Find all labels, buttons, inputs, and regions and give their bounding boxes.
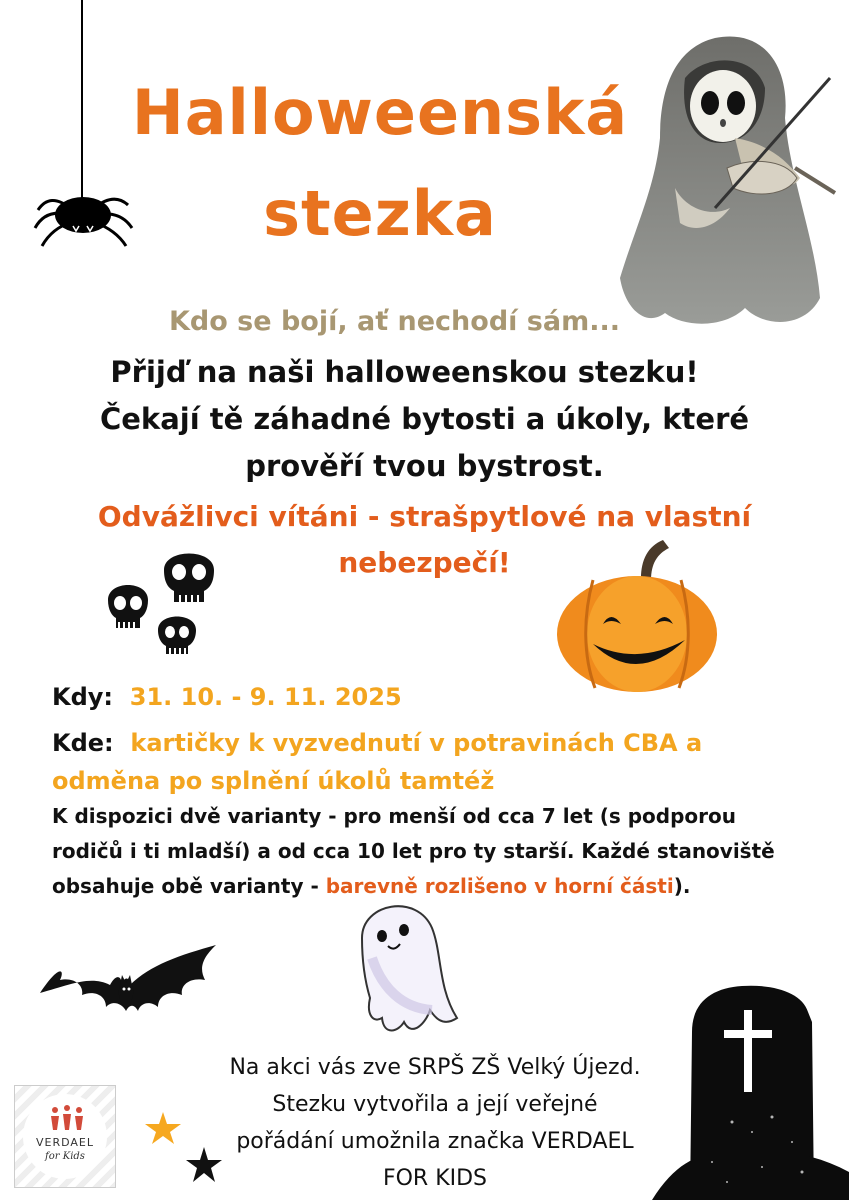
pumpkin-icon (553, 536, 721, 694)
where-row (52, 731, 702, 755)
star-icon (184, 1145, 224, 1185)
page-title-line-1: Halloweenská (131, 76, 629, 149)
invite-line-3: prověří tvou bystrost. (245, 449, 604, 483)
description-line-3-end: ). (673, 874, 691, 898)
logo-name: VERDAEL (36, 1136, 94, 1149)
footer-line-2: Stezku vytvořila a její veřejné (272, 1092, 598, 1117)
logo-figures-icon (45, 1104, 89, 1134)
page-title-line-2: stezka (263, 177, 497, 250)
brave-line-2: nebezpečí! (338, 546, 511, 579)
star-icon (143, 1110, 183, 1146)
description-highlight: barevně rozlišeno v horní části (325, 874, 674, 898)
when-label: Kdy: (52, 683, 114, 711)
brave-line-1: Odvážlivci vítáni - strašpytlové na vlastní (97, 500, 752, 533)
bat-icon (40, 945, 218, 1035)
tombstone-icon (652, 982, 849, 1200)
when-value: 31. 10. - 9. 11. 2025 (129, 683, 402, 711)
where-label: Kde: (52, 729, 114, 757)
description-line-1: K dispozici dvě varianty - pro menší od cca 7 let (s podporou (52, 804, 736, 828)
invite-line-1: Přijď na naši halloweenskou stezku! (110, 355, 699, 389)
ghost-violinist-illustration (615, 28, 840, 348)
logo-subtitle: for Kids (45, 1151, 85, 1162)
when-row (52, 685, 402, 709)
where-value-line-2: odměna po splnění úkolů tamtéž (52, 767, 495, 795)
invite-line-2: Čekají tě záhadné bytosti a úkoly, které (99, 402, 750, 436)
footer-line-3: pořádání umožnila značka VERDAEL (236, 1129, 634, 1154)
skulls-icon (100, 550, 220, 660)
description-line-3-start: obsahuje obě varianty - (52, 874, 326, 898)
where-value-line-1: kartičky k vyzvednutí v potravinách CBA a (130, 729, 703, 757)
description-line-2: rodičů i ti mladší) a od cca 10 let pro ty starší. Každé stanoviště (52, 839, 775, 863)
footer-line-4: FOR KIDS (382, 1166, 488, 1191)
tagline: Kdo se bojí, ať nechodí sám... (168, 306, 621, 337)
verdael-logo (14, 1085, 116, 1188)
footer-line-1: Na akci vás zve SRPŠ ZŠ Velký Újezd. (229, 1055, 641, 1080)
ghost-icon (342, 898, 462, 1040)
description-line-3 (52, 876, 690, 896)
